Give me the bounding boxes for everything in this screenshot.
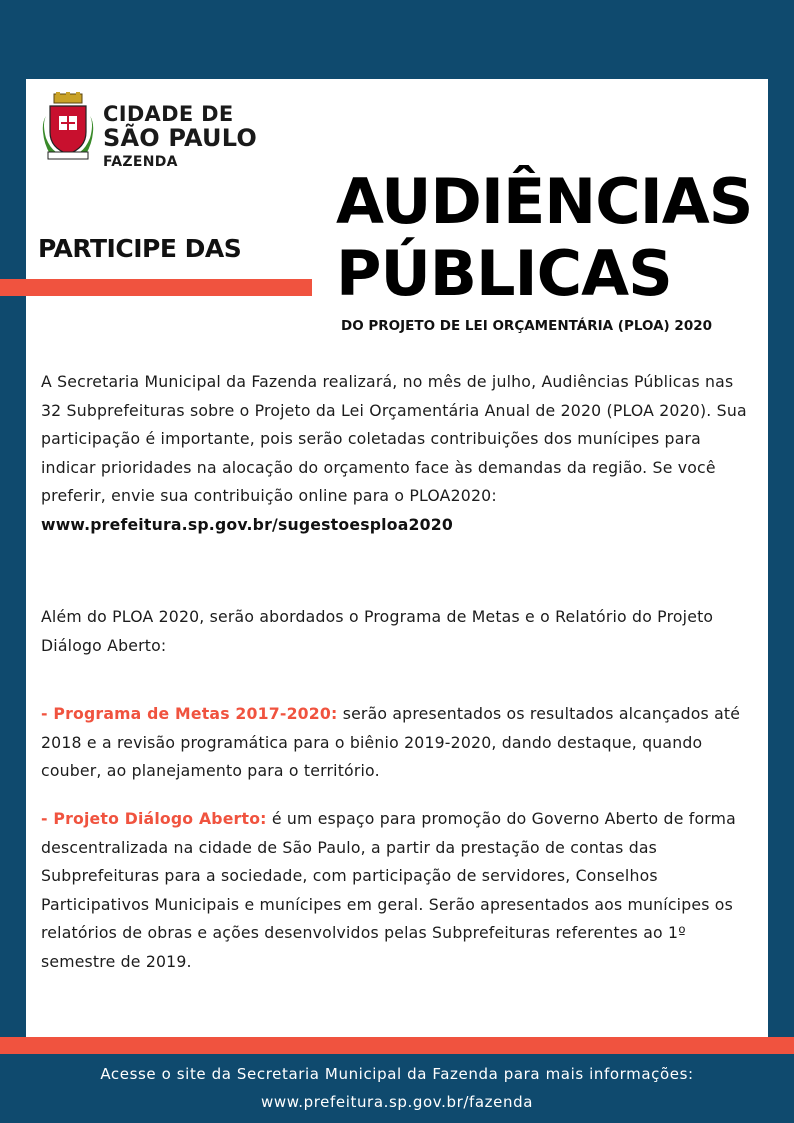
intro-paragraph bbox=[41, 368, 757, 539]
title-line-2: PÚBLICAS bbox=[336, 237, 672, 310]
sao-paulo-crest-icon bbox=[40, 92, 96, 162]
programa-de-metas-text: serão apresentados os resultados alcançados até 2018 e a revisão programática para o biênio 2019-2020, dando destaque, quando couber, ao planejamento para o território. bbox=[41, 704, 741, 780]
city-logo bbox=[40, 92, 280, 174]
contribution-link[interactable]: www.prefeitura.sp.gov.br/sugestoesploa2020 bbox=[41, 514, 453, 534]
intro-text: A Secretaria Municipal da Fazenda realizará, no mês de julho, Audiências Públicas nas 32 Subprefeituras sobre o Projeto da Lei Orçamentária Anual de 2020 (PLOA 2020). Sua participação é importante, pois serão coletadas contribuições dos munícipes para indicar prioridades na alocação do orçamento face às demandas da região. Se você preferir, envie sua contribuição online para o PLOA2020: bbox=[41, 372, 747, 505]
logo-text-cidade-de: CIDADE DE bbox=[103, 102, 234, 126]
logo-text-fazenda: FAZENDA bbox=[103, 154, 178, 170]
accent-bar-bottom bbox=[0, 1037, 794, 1054]
logo-text-sao-paulo: SÃO PAULO bbox=[103, 124, 257, 152]
dialogo-aberto-paragraph bbox=[41, 805, 757, 976]
participe-heading: PARTICIPE DAS bbox=[38, 234, 242, 263]
dialogo-aberto-label: - Projeto Diálogo Aberto: bbox=[41, 809, 267, 828]
programa-de-metas-paragraph bbox=[41, 700, 757, 786]
footer-text: Acesse o site da Secretaria Municipal da Fazenda para mais informações: bbox=[100, 1065, 694, 1083]
topics-intro-paragraph: Além do PLOA 2020, serão abordados o Programa de Metas e o Relatório do Projeto Diálogo Aberto: bbox=[41, 607, 714, 655]
page-subtitle: DO PROJETO DE LEI ORÇAMENTÁRIA (PLOA) 2020 bbox=[341, 318, 712, 334]
footer-link[interactable]: www.prefeitura.sp.gov.br/fazenda bbox=[261, 1093, 533, 1111]
title-line-1: AUDIÊNCIAS bbox=[336, 165, 753, 238]
page-title bbox=[336, 166, 752, 310]
dialogo-aberto-text: é um espaço para promoção do Governo Aberto de forma descentralizada na cidade de São Paulo, a partir da prestação de contas das Subprefeituras para a sociedade, com participação de servidores, Conselhos Participativos Municipais e munícipes em geral. Serão apresentados aos munícipes os relatórios de obras e ações desenvolvidos pelas Subprefeituras referentes ao 1º semestre de 2019. bbox=[41, 809, 736, 971]
footer bbox=[0, 1060, 794, 1116]
programa-de-metas-label: - Programa de Metas 2017-2020: bbox=[41, 704, 338, 723]
accent-bar-left bbox=[0, 279, 312, 296]
